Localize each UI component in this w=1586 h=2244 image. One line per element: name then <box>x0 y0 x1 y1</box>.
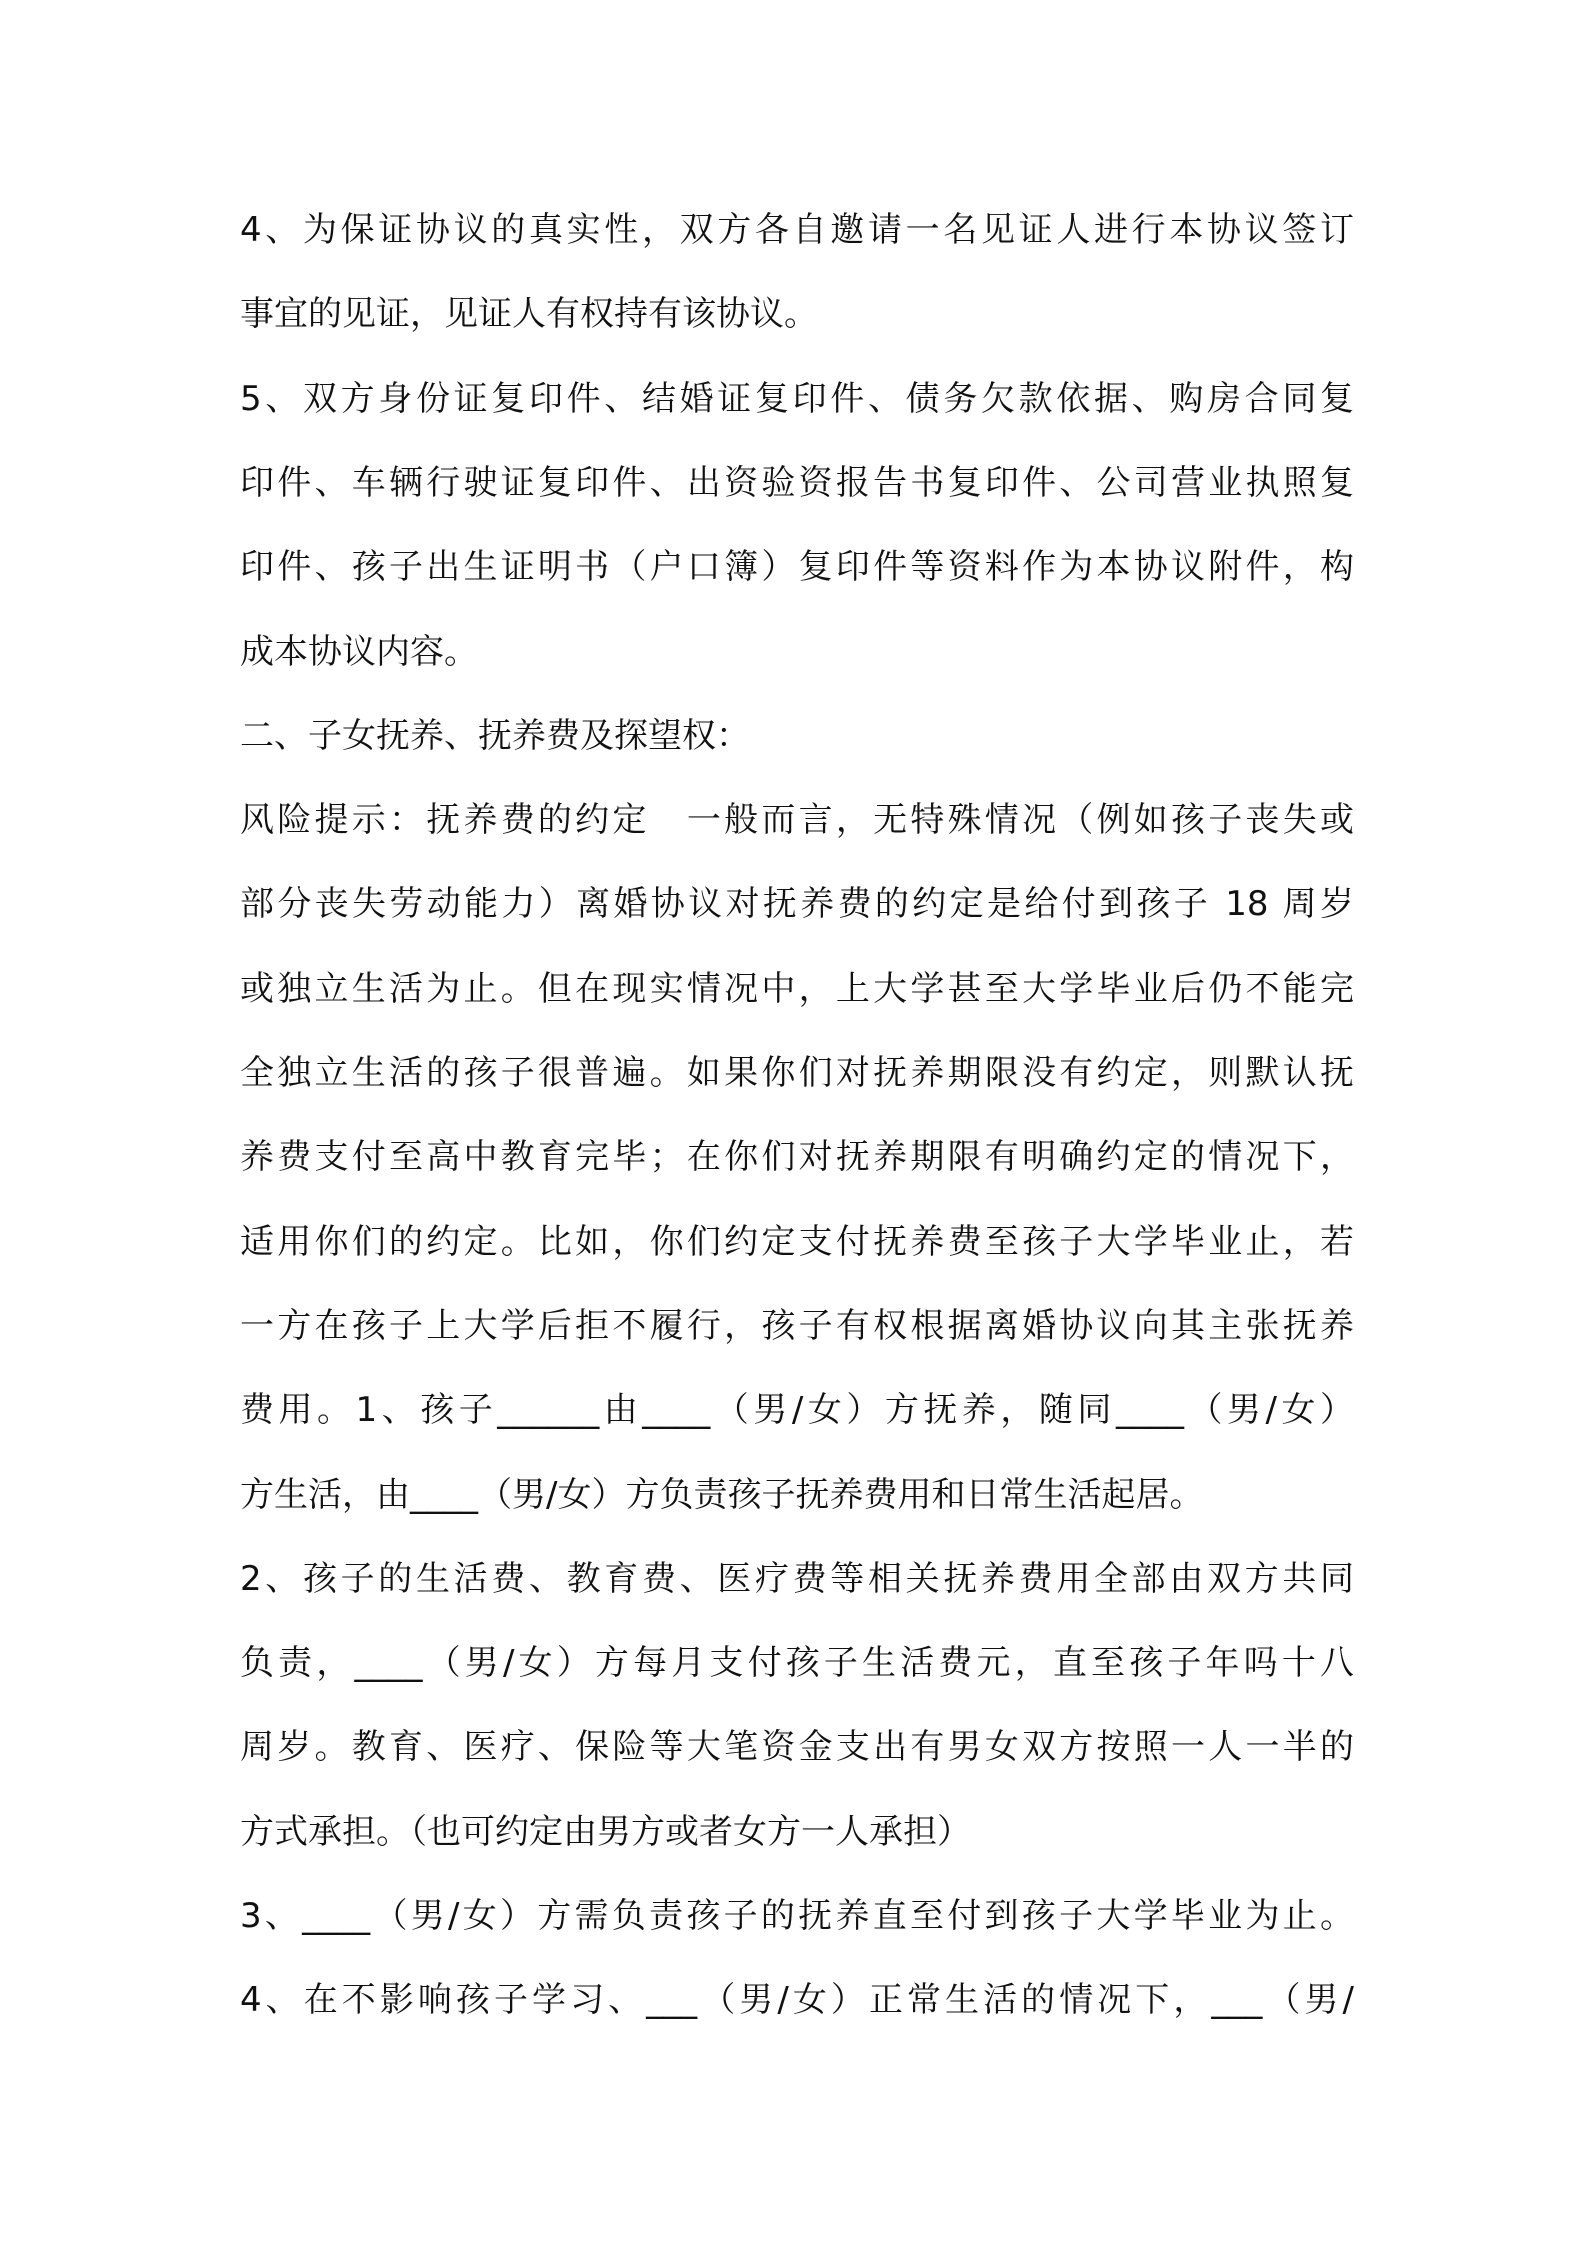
text-line: 或独立生活为止。但在现实情况中，上大学甚至大学毕业后仍不能完 <box>240 969 1354 1009</box>
text-line: 5、双方身份证复印件、结婚证复印件、债务欠款依据、购房合同复 <box>240 379 1354 419</box>
text-line: 二、子女抚养、抚养费及探望权： <box>240 716 750 756</box>
text-line: 适用你们的约定。比如，你们约定支付抚养费至孩子大学毕业止，若 <box>240 1222 1354 1262</box>
text-line: 风险提示：抚养费的约定 一般而言，无特殊情况（例如孩子丧失或 <box>240 800 1354 840</box>
text-line: 费用。1、孩子______由____（男/女）方抚养，随同____（男/女） <box>240 1390 1354 1430</box>
text-line: 印件、车辆行驶证复印件、出资验资报告书复印件、公司营业执照复 <box>240 463 1354 503</box>
document-body <box>240 0 1354 2244</box>
text-line: 一方在孩子上大学后拒不履行，孩子有权根据离婚协议向其主张抚养 <box>240 1306 1354 1346</box>
text-line: 2、孩子的生活费、教育费、医疗费等相关抚养费用全部由双方共同 <box>240 1559 1354 1599</box>
text-line: 方生活，由____（男/女）方负责孩子抚养费用和日常生活起居。 <box>240 1475 1204 1515</box>
text-line: 养费支付至高中教育完毕；在你们对抚养期限有明确约定的情况下， <box>240 1137 1354 1177</box>
text-line: 成本协议内容。 <box>240 632 478 672</box>
text-line: 事宜的见证，见证人有权持有该协议。 <box>240 294 818 334</box>
text-line: 部分丧失劳动能力）离婚协议对抚养费的约定是给付到孩子 18 周岁 <box>240 884 1354 924</box>
text-line: 方式承担。（也可约定由男方或者女方一人承担） <box>240 1812 971 1852</box>
text-line: 4、在不影响孩子学习、___（男/女）正常生活的情况下，___（男/ <box>240 1980 1354 2020</box>
text-line: 印件、孩子出生证明书（户口簿）复印件等资料作为本协议附件，构 <box>240 547 1354 587</box>
text-line: 4、为保证协议的真实性，双方各自邀请一名见证人进行本协议签订 <box>240 210 1354 250</box>
text-line: 3、____（男/女）方需负责孩子的抚养直至付到孩子大学毕业为止。 <box>240 1896 1354 1936</box>
text-line: 周岁。教育、医疗、保险等大笔资金支出有男女双方按照一人一半的 <box>240 1727 1354 1767</box>
text-line: 负责，____（男/女）方每月支付孩子生活费元，直至孩子年吗十八 <box>240 1643 1354 1683</box>
text-line: 全独立生活的孩子很普遍。如果你们对抚养期限没有约定，则默认抚 <box>240 1053 1354 1093</box>
